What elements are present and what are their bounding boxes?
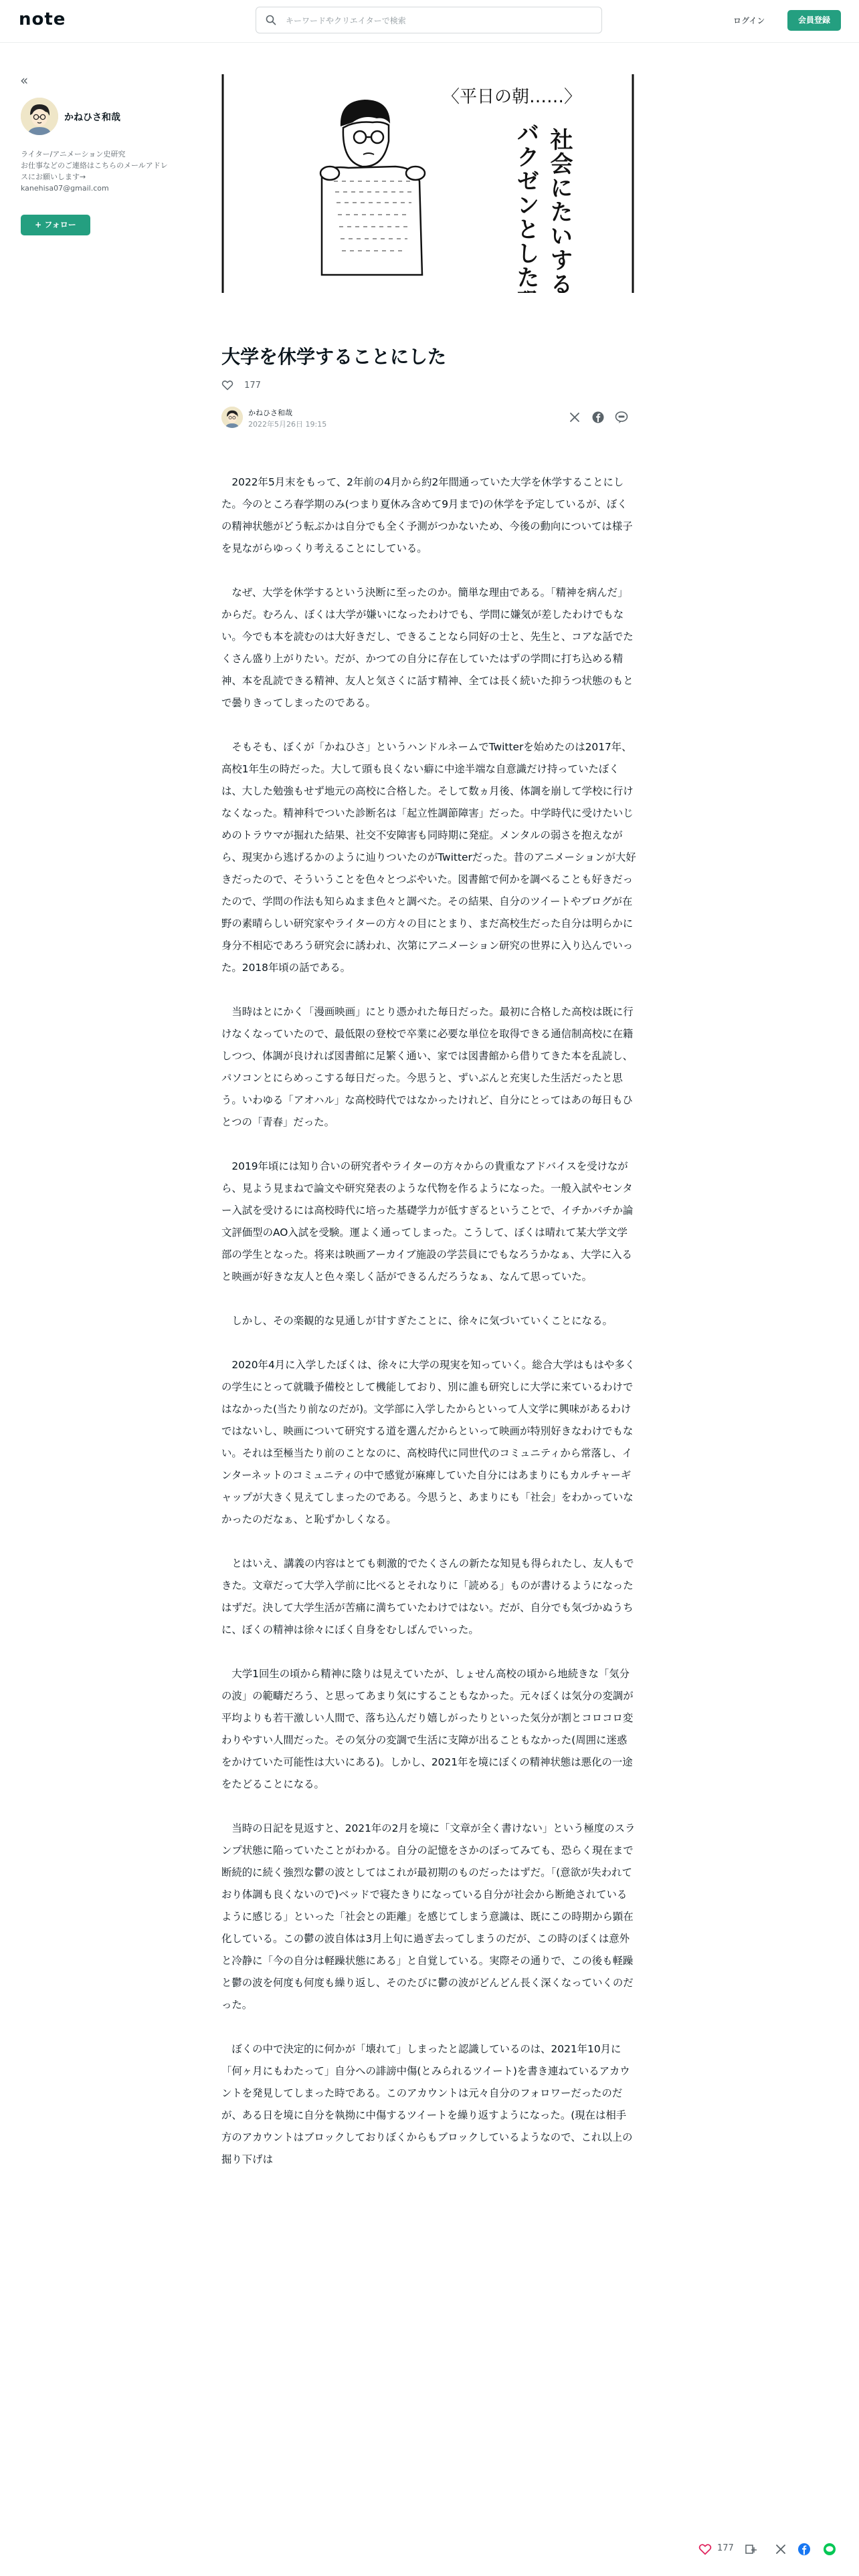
search-icon <box>266 15 276 25</box>
hero-illustration <box>221 74 634 293</box>
note-logo[interactable]: note <box>19 9 66 29</box>
search-box[interactable] <box>256 7 602 33</box>
magazine-add-icon[interactable] <box>745 2543 757 2556</box>
avatar-illustration <box>221 407 243 428</box>
meta-author-avatar[interactable] <box>221 407 243 428</box>
line-share-icon[interactable] <box>823 2543 836 2556</box>
author-avatar[interactable] <box>21 98 58 135</box>
author-name[interactable]: かねひさ和哉 <box>64 112 120 123</box>
search-input[interactable] <box>284 11 595 30</box>
article-paragraph: 当時はとにかく「漫画映画」にとり憑かれた毎日だった。最初に合格した高校は既に行けなくなっていたので、最低限の登校で卒業に必要な単位を取得できる通信制高校に在籍しつつ、体調が良ければ図書館に足繁く通い、家では図書館から借りてきた本を乱読し、パソコンとにらめっこする毎日だった。今思うと、ずいぶんと充実した生活だったと思う。いわゆる「アオハル」な高校時代ではなかったけれど、自分にとってはあの毎日もひとつの「青春」だった。 <box>221 1006 634 1128</box>
avatar-illustration <box>21 98 58 135</box>
article-paragraph: ぼくの中で決定的に何かが「壊れて」しまったと認識しているのは、2021年10月に「何ヶ月にもわたって」自分への誹謗中傷(とみられるツイート)を書き連ねているアカウントを発見してしまった時である。このアカウントは元々自分のフォロワーだったのだが、ある日を境に自分を執拗に中傷するツイートを繰り返すようになった。(現在は相手方のアカウントはブロックしておりぼくからもブロックしているようなので、これ以上の掘り下げは <box>221 2043 633 2165</box>
login-link[interactable]: ログイン <box>733 16 765 25</box>
author-bio: ライター/アニメーション史研究 お仕事などのご連絡はこちらのメールアドレスにお願いします→ kanehisa07@gmail.com <box>21 150 168 193</box>
article-paragraph: 2022年5月末をもって、2年前の4月から約2年間通っていた大学を休学することにした。今のところ春学期のみ(つまり夏休み含めて9月まで)の休学を予定しているが、ぼくの精神状態がどう転ぶかは自分でも全く予測がつかないため、今後の動向については様子を見ながらゆっくり考えることにしている。 <box>221 476 633 554</box>
collapse-sidebar-icon[interactable]: « <box>20 72 29 88</box>
facebook-share-icon[interactable] <box>797 2543 811 2556</box>
site-header <box>0 0 859 43</box>
like-row <box>221 379 261 394</box>
heart-icon[interactable] <box>221 379 233 391</box>
hero-side-caption-1: 社会にたいする <box>546 128 573 293</box>
article-paragraph: なぜ、大学を休学するという決断に至ったのか。簡単な理由である。「精神を病んだ」からだ。むろん、ぼくは大学が嫌いになったわけでも、学問に嫌気が差したわけでもない。今でも本を読むのは大好きだし、できることなら同好の士と、先生と、コアな話でたくさん盛り上がりたい。だが、かつての自分に存在していたはずの学問に打ち込める精神、本を乱読できる精神、友人と気さくに話す精神、全ては長く続いた抑うつ状態のもとで曇りきってしまったのである。 <box>221 586 634 709</box>
article-paragraph: しかし、その楽観的な見通しが甘すぎたことに、徐々に気づいていくことになる。 <box>231 1315 613 1327</box>
article-title: 大学を休学することにした <box>221 346 447 368</box>
article-paragraph: 2020年4月に入学したぼくは、徐々に大学の現実を知っていく。総合大学はもはや多くの学生にとって就職予備校として機能しており、別に誰も研究しに大学に来ているわけではなかった(当たり前なのだが)。文学部に入学したからといって人文学に興味があるわけではないし、映画について研究する道を選んだからといって映画が特別好きなわけでもない。それは至極当たり前のことなのに、高校時代に同世代のコミュニティから常落し、インターネットのコミュニティの中で感覚が麻痺していた自分にはあまりにもカルチャーギャップが大きく見えてしまったのである。今思うと、あまりにも「社会」をわかっていなかったのだなぁ、と恥ずかしくなる。 <box>221 1359 636 1525</box>
signup-button[interactable]: 会員登録 <box>787 10 841 31</box>
bottom-action-bar <box>696 2536 859 2563</box>
x-share-icon[interactable] <box>775 2543 787 2556</box>
article-body <box>221 471 636 2193</box>
facebook-share-icon[interactable] <box>591 411 605 424</box>
article-paragraph: 当時の日記を見返すと、2021年の2月を境に「文章が全く書けない」という極度のスランプ状態に陥っていたことがわかる。自分の記憶をさかのぼってみても、恐らく現在まで断続的に続く強烈な鬱の波としてはこれが最初期のものだったはずだ。「(意欲が失われており体調も良くないので)ベッドで寝たきりになっている自分が社会から断絶されているように感じる」といった「社会との距離」を感じてしまう意識は、既にこの時期から顕在化している。この鬱の波自体は3月上旬に過ぎ去ってしまうのだが、この時のぼくは意外と冷静に「今の自分は軽躁状態にある」と自覚している。実際その通りで、この後も軽躁と鬱の波を何度も何度も繰り返し、そのたびに鬱の波がどんどん長く深くなっていくのだった。 <box>221 1822 636 2011</box>
article-paragraph: 大学1回生の頃から精神に陰りは見えていたが、しょせん高校の頃から地続きな「気分の波」の範疇だろう、と思ってあまり気にすることもなかった。元々ぼくは気分の変調が平均よりも若干激しい人間で、落ち込んだり嬉しがったりといった気分が割とコロコロ変わりやすい人間だった。その気分の変調で生活に支障が出ることもなかった(周囲に迷惑をかけていた可能性は大いにある)。しかし、2021年を境にぼくの精神状態は悪化の一途をたどることになる。 <box>221 1668 634 1790</box>
bottom-like-count[interactable]: 177 <box>717 2543 734 2553</box>
follow-button[interactable]: + フォロー <box>21 215 90 235</box>
x-share-icon[interactable] <box>568 411 581 424</box>
article-paragraph: そもそも、ぼくが「かねひさ」というハンドルネームでTwitterを始めたのは2017年、高校1年生の時だった。大して頭も良くない癖に中途半端な自意識だけ持っていたぼくは、大した勉強もせず地元の高校に合格した。そして数ヵ月後、体調を崩して学校に行けなくなった。精神科でついた診断名は「起立性調節障害」だった。中学時代に受けたいじめのトラウマが掘れた結果、社交不安障害も同時期に発症。メンタルの弱さを抱えながら、現実から逃げるかのように辿りついたのがTwitterだった。昔のアニメーションが大好きだったので、そういうことを色々とつぶやいた。図書館で何かを調べることも好きだったので、学問の作法も知らぬまま色々と調べた。その結果、自分のツイートやブログが在野の素晴らしい研究家やライターの方々の目にとまり、まだ高校生だった自分は明らかに身分不相応であろう研究会に誘われ、次第にアニメーション研究の世界に入り込んでいった。2018年頃の話である。 <box>221 741 636 974</box>
meta-author-name[interactable]: かねひさ和哉 <box>248 409 292 417</box>
article-paragraph: とはいえ、講義の内容はとても刺激的でたくさんの新たな知見も得られたし、友人もできた。文章だって大学入学前に比べるとそれなりに「読める」ものが書けるようになったはずだ。決して大学生活が苦痛に満ちていたわけではない。だが、自分でも気づかぬうちに、ぼくの精神は徐々にぼく自身をむしばんでいった。 <box>221 1558 634 1636</box>
like-count[interactable]: 177 <box>244 380 261 391</box>
publish-date: 2022年5月26日 19:15 <box>248 420 327 429</box>
article-paragraph: 2019年頃には知り合いの研究者やライターの方々からの貴重なアドバイスを受けながら、見よう見まねで論文や研究発表のような代物を作るようになった。一般入試やセンター入試を受けるには高校時代に培った基礎学力が低すぎるということで、イチかバチか論文評価型のAO入試を受験。運よく通ってしまった。こうして、ぼくは晴れて某大学文学部の学生となった。将来は映画アーカイブ施設の学芸員にでもなろうかなぁ、大学に入ると映画が好きな友人と色々楽しく話ができるんだろうなぁ、なんて思っていた。 <box>221 1160 634 1283</box>
line-share-icon[interactable] <box>615 411 628 424</box>
person-in-bed-figure <box>320 100 425 275</box>
heart-icon[interactable] <box>698 2543 712 2556</box>
hero-side-caption-2: バクゼンとした恐怖 <box>512 121 539 293</box>
hero-top-caption: 〈平日の朝……〉 <box>442 87 582 107</box>
